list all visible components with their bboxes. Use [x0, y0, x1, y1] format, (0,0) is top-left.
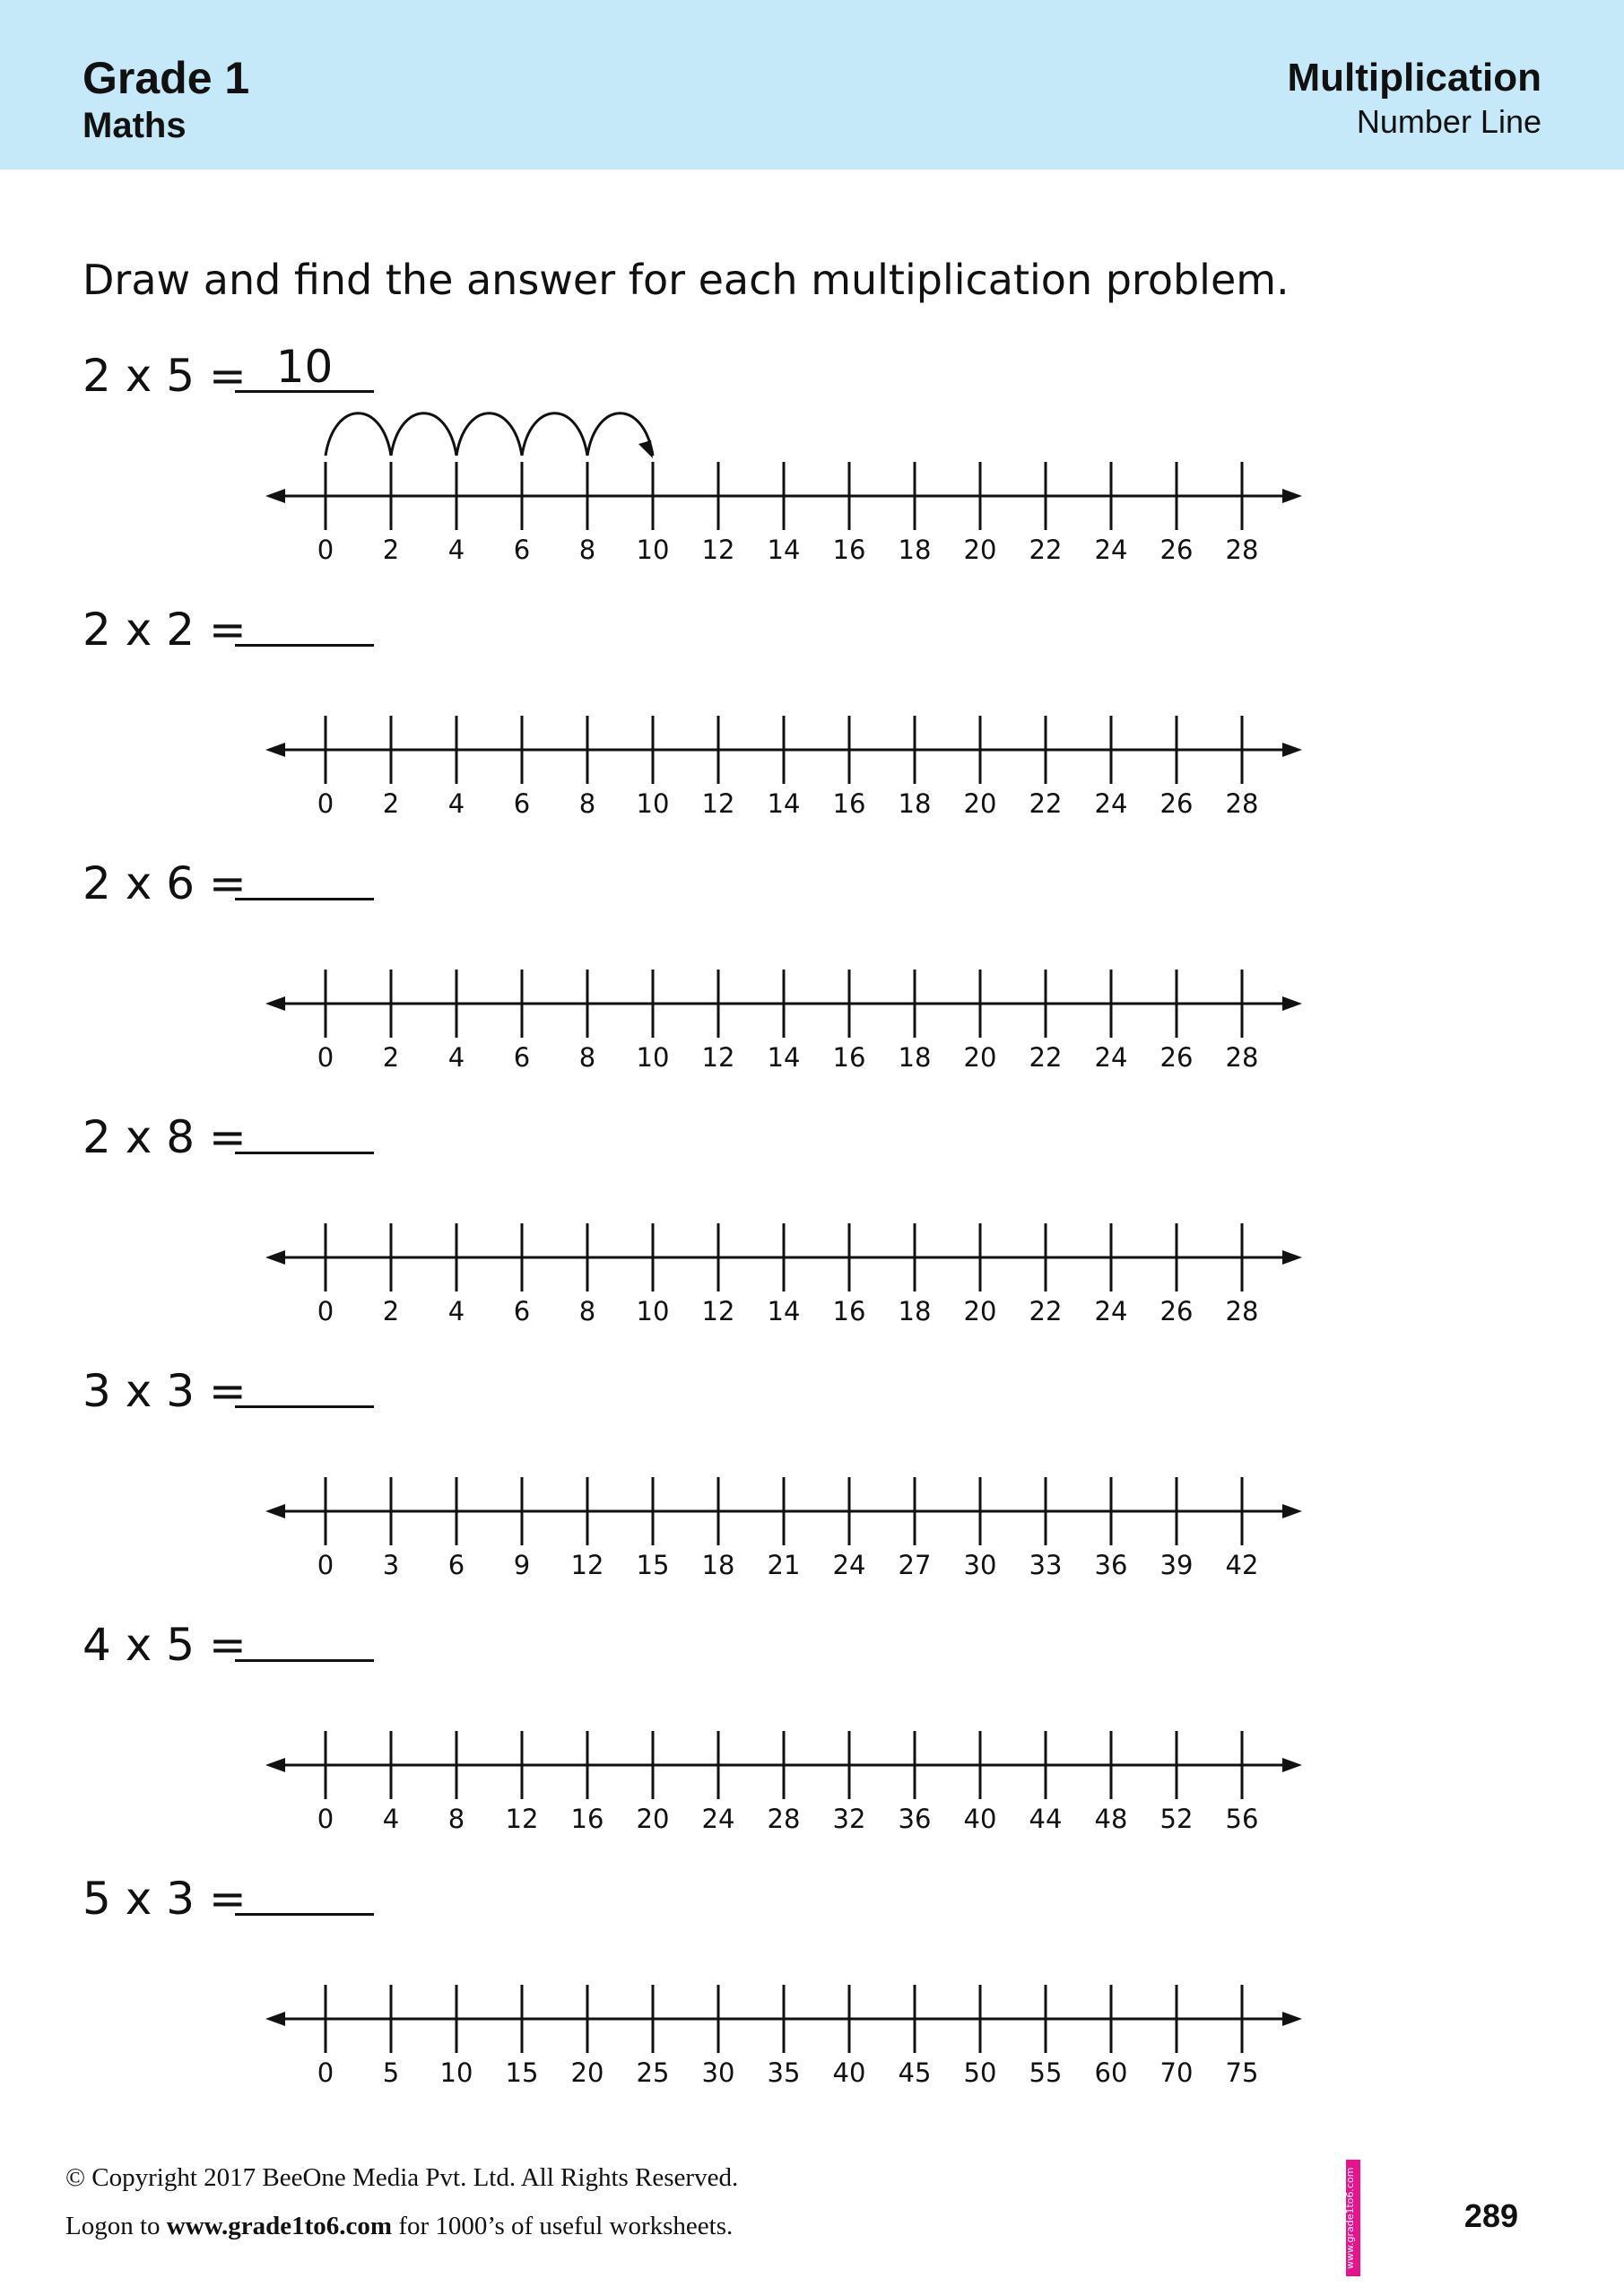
- page-number: 289: [1463, 2197, 1518, 2234]
- tick-label: 8: [578, 1042, 596, 1073]
- tick-label: 48: [1094, 1804, 1128, 1834]
- number-line: [265, 1477, 1302, 1580]
- left-arrow-icon: [265, 1758, 285, 1772]
- tick-label: 26: [1159, 1296, 1194, 1326]
- tick-label: 8: [447, 1804, 465, 1834]
- tick-label: 9: [513, 1550, 531, 1580]
- tick-label: 50: [963, 2057, 997, 2088]
- tick-label: 16: [832, 1296, 866, 1326]
- tick-label: 12: [701, 1296, 735, 1326]
- tick-label: 14: [767, 1042, 801, 1073]
- tick-label: 28: [1225, 535, 1259, 565]
- tick-label: 35: [767, 2057, 801, 2088]
- right-arrow-icon: [1282, 1504, 1302, 1518]
- right-arrow-icon: [1282, 1758, 1302, 1772]
- tick-label: 24: [1094, 535, 1128, 565]
- left-arrow-icon: [265, 1504, 285, 1518]
- tick-label: 10: [636, 1042, 670, 1073]
- tick-label: 16: [570, 1804, 604, 1834]
- tick-label: 75: [1225, 2057, 1259, 2088]
- problem-expression: 4 x 5 =: [83, 1619, 247, 1671]
- tick-label: 40: [963, 1804, 997, 1834]
- tick-label: 22: [1029, 1296, 1063, 1326]
- tick-label: 20: [963, 788, 997, 819]
- tick-label: 20: [963, 535, 997, 565]
- tick-label: 42: [1225, 1550, 1259, 1580]
- tick-label: 18: [898, 788, 932, 819]
- tick-label: 0: [317, 1042, 334, 1073]
- tick-label: 30: [701, 2057, 735, 2088]
- jump-arc: [326, 413, 391, 456]
- tick-label: 0: [317, 2057, 334, 2088]
- logon-suffix: for 1000’s of useful worksheets.: [392, 2212, 734, 2240]
- tick-label: 10: [636, 535, 670, 565]
- answer-text: 10: [275, 341, 334, 393]
- tick-label: 4: [382, 1804, 400, 1834]
- tick-label: 10: [636, 788, 670, 819]
- subtopic-title: Number Line: [1356, 103, 1541, 140]
- tick-label: 2: [382, 535, 400, 565]
- subject-title: Maths: [83, 106, 187, 145]
- tick-label: 12: [701, 535, 735, 565]
- tick-label: 4: [447, 788, 465, 819]
- tick-label: 6: [513, 535, 531, 565]
- right-arrow-icon: [1282, 996, 1302, 1011]
- tick-label: 6: [513, 788, 531, 819]
- tick-label: 22: [1029, 788, 1063, 819]
- tick-label: 28: [1225, 1296, 1259, 1326]
- tick-label: 22: [1029, 535, 1063, 565]
- number-line: [265, 1985, 1302, 2088]
- left-arrow-icon: [265, 1250, 285, 1265]
- tick-label: 60: [1094, 2057, 1128, 2088]
- tick-label: 0: [317, 1296, 334, 1326]
- website-link[interactable]: www.grade1to6.com: [166, 2212, 393, 2240]
- tick-label: 5: [382, 2057, 400, 2088]
- problem-expression: 2 x 5 =: [83, 350, 247, 402]
- tick-label: 36: [1094, 1550, 1128, 1580]
- tick-label: 25: [636, 2057, 670, 2088]
- tick-label: 4: [447, 1042, 465, 1073]
- tick-label: 20: [636, 1804, 670, 1834]
- tick-label: 2: [382, 1042, 400, 1073]
- tick-label: 3: [382, 1550, 400, 1580]
- tick-label: 6: [513, 1042, 531, 1073]
- topic-title: Multiplication: [1287, 56, 1541, 100]
- tick-label: 45: [898, 2057, 932, 2088]
- tick-label: 6: [513, 1296, 531, 1326]
- tick-label: 18: [701, 1550, 735, 1580]
- tick-label: 56: [1225, 1804, 1259, 1834]
- tick-label: 18: [898, 1296, 932, 1326]
- side-brand-label: www.grade1to6.com: [1344, 2167, 1356, 2269]
- tick-label: 28: [1225, 1042, 1259, 1073]
- jump-arc: [456, 413, 522, 456]
- tick-label: 0: [317, 1550, 334, 1580]
- tick-label: 33: [1029, 1550, 1063, 1580]
- tick-label: 28: [1225, 788, 1259, 819]
- tick-label: 2: [382, 1296, 400, 1326]
- tick-label: 16: [832, 788, 866, 819]
- tick-label: 24: [832, 1550, 866, 1580]
- problem-expression: 2 x 2 =: [83, 604, 247, 656]
- tick-label: 0: [317, 535, 334, 565]
- tick-label: 27: [898, 1550, 932, 1580]
- tick-label: 4: [447, 1296, 465, 1326]
- tick-label: 24: [1094, 1042, 1128, 1073]
- right-arrow-icon: [1282, 743, 1302, 757]
- tick-label: 52: [1159, 1804, 1194, 1834]
- right-arrow-icon: [1282, 1250, 1302, 1265]
- tick-label: 12: [701, 1042, 735, 1073]
- tick-label: 20: [963, 1042, 997, 1073]
- tick-label: 14: [767, 535, 801, 565]
- tick-label: 26: [1159, 1042, 1194, 1073]
- tick-label: 18: [898, 535, 932, 565]
- tick-label: 10: [439, 2057, 473, 2088]
- problem-expression: 2 x 6 =: [83, 857, 247, 909]
- instructions-text: Draw and find the answer for each multiplication problem.: [83, 256, 1290, 304]
- tick-label: 70: [1159, 2057, 1194, 2088]
- tick-label: 16: [832, 535, 866, 565]
- tick-label: 18: [898, 1042, 932, 1073]
- tick-label: 36: [898, 1804, 932, 1834]
- logon-prefix: Logon to: [65, 2212, 167, 2240]
- number-line: [265, 970, 1302, 1073]
- tick-label: 44: [1029, 1804, 1063, 1834]
- problem-expression: 5 x 3 =: [83, 1873, 247, 1925]
- tick-label: 15: [636, 1550, 670, 1580]
- tick-label: 10: [636, 1296, 670, 1326]
- tick-label: 22: [1029, 1042, 1063, 1073]
- tick-label: 12: [505, 1804, 539, 1834]
- tick-label: 30: [963, 1550, 997, 1580]
- tick-label: 8: [578, 535, 596, 565]
- tick-label: 24: [1094, 788, 1128, 819]
- number-line: [265, 413, 1302, 565]
- number-line: [265, 1731, 1302, 1834]
- problem-expression: 2 x 8 =: [83, 1111, 247, 1163]
- right-arrow-icon: [1282, 2012, 1302, 2026]
- tick-label: 26: [1159, 788, 1194, 819]
- left-arrow-icon: [265, 743, 285, 757]
- tick-label: 14: [767, 788, 801, 819]
- tick-label: 12: [701, 788, 735, 819]
- problem-expression: 3 x 3 =: [83, 1365, 247, 1417]
- tick-label: 8: [578, 788, 596, 819]
- left-arrow-icon: [265, 489, 285, 503]
- tick-label: 28: [767, 1804, 801, 1834]
- number-line: [265, 1223, 1302, 1326]
- tick-label: 15: [505, 2057, 539, 2088]
- tick-label: 4: [447, 535, 465, 565]
- tick-label: 20: [570, 2057, 604, 2088]
- tick-label: 40: [832, 2057, 866, 2088]
- grade-title: Grade 1: [83, 53, 250, 103]
- number-line: [265, 716, 1302, 819]
- tick-label: 55: [1029, 2057, 1063, 2088]
- tick-label: 8: [578, 1296, 596, 1326]
- jump-arc: [391, 413, 456, 456]
- tick-label: 24: [701, 1804, 735, 1834]
- tick-label: 14: [767, 1296, 801, 1326]
- tick-label: 0: [317, 788, 334, 819]
- jump-arc: [522, 413, 587, 456]
- right-arrow-icon: [1282, 489, 1302, 503]
- tick-label: 39: [1159, 1550, 1194, 1580]
- left-arrow-icon: [265, 996, 285, 1011]
- tick-label: 20: [963, 1296, 997, 1326]
- tick-label: 32: [832, 1804, 866, 1834]
- tick-label: 2: [382, 788, 400, 819]
- tick-label: 0: [317, 1804, 334, 1834]
- tick-label: 21: [767, 1550, 801, 1580]
- tick-label: 24: [1094, 1296, 1128, 1326]
- left-arrow-icon: [265, 2012, 285, 2026]
- tick-label: 12: [570, 1550, 604, 1580]
- tick-label: 26: [1159, 535, 1194, 565]
- logon-text: [65, 2212, 733, 2241]
- jump-arc: [587, 413, 653, 456]
- copyright-text: © Copyright 2017 BeeOne Media Pvt. Ltd. All Rights Reserved.: [65, 2163, 739, 2192]
- tick-label: 16: [832, 1042, 866, 1073]
- tick-label: 6: [447, 1550, 465, 1580]
- jump-arrow-icon: [638, 440, 653, 458]
